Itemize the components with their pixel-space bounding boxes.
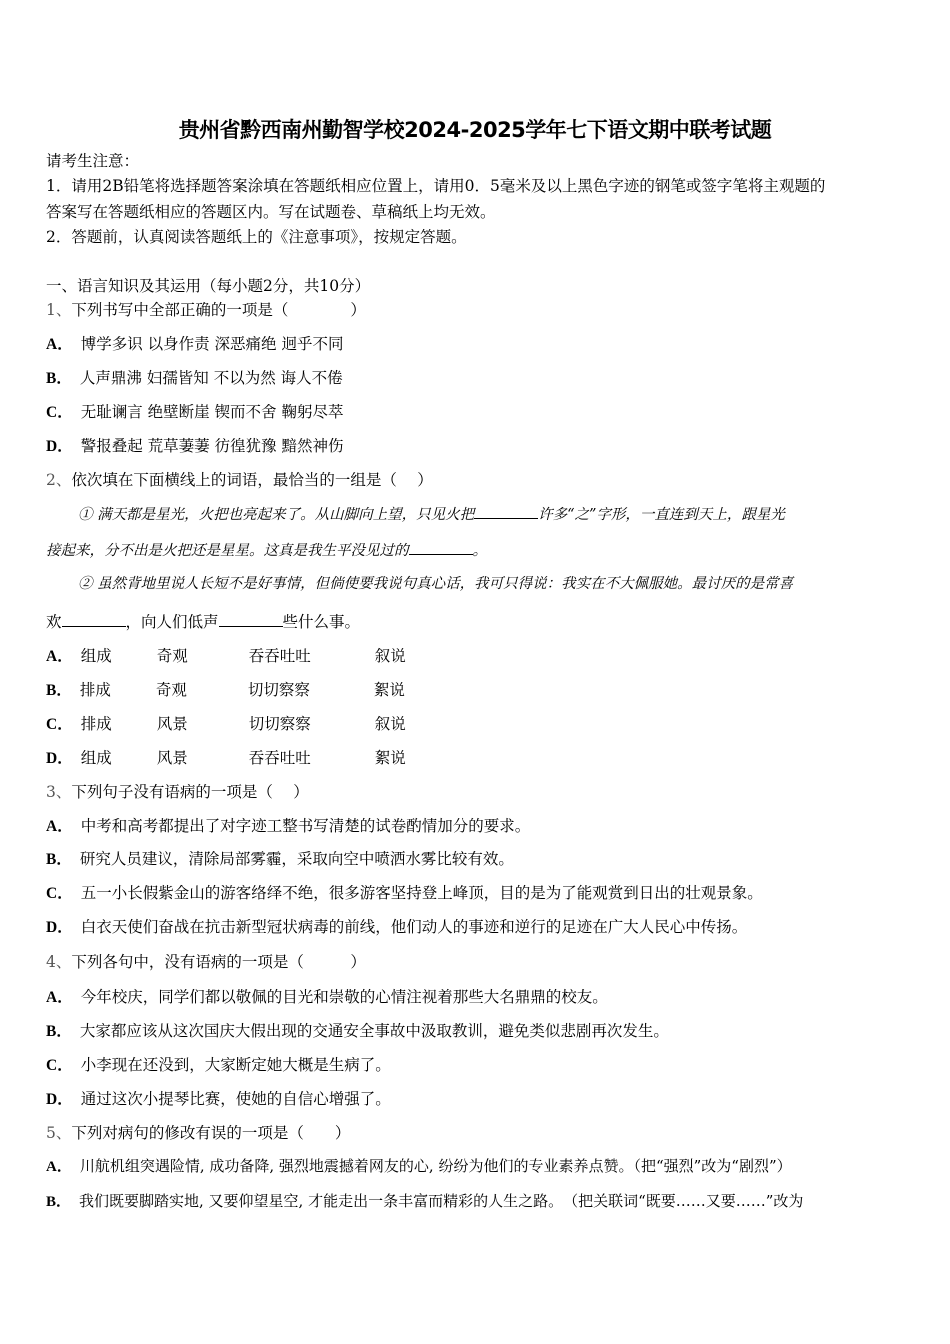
passage-2-line: ② 虽然背地里说人长短不是好事情，但倘使要我说句真心话，我可只得说：我实在不大佩服她。最讨厌的是常喜 [78,576,794,592]
option-a: A． 今年校庆，同学们都以敬佩的目光和崇敬的心情注视着那些大名鼎鼎的校友。 [46,988,608,1006]
option-d: D． 警报叠起 荒草萋萋 彷徨犹豫 黯然神伤 [46,437,344,455]
blank [219,612,283,627]
option-b: B． 大家都应该从这次国庆大假出现的交通安全事故中汲取教训，避免类似悲剧再次发生。 [46,1022,669,1040]
question-stem: 下列各句中，没有语病的一项是（ ） [71,953,366,971]
question-number: 4、 [46,953,72,971]
option-b: B． 研究人员建议，清除局部雾霾，采取向空中喷洒水雾比较有效。 [46,850,514,868]
option-a: A． 川航机组突遇险情, 成功备降, 强烈地震撼着网友的心, 纷纷为他们的专业素养点赞。（把“强烈”改为“剧烈”） [46,1157,792,1175]
passage-2-line: 欢 ，向人们低声 些什么事。 [46,613,361,631]
question-stem: 下列书写中全部正确的一项是（ ） [71,301,366,319]
question-stem: 下列对病句的修改有误的一项是（ ） [71,1124,351,1142]
option-c: C． 五一小长假紫金山的游客络绎不绝，很多游客坚持登上峰顶，目的是为了能观赏到日出的壮观景象。 [46,884,763,902]
option-c: C． 小李现在还没到，大家断定她大概是生病了。 [46,1056,391,1074]
question-stem: 依次填在下面横线上的词语，最恰当的一组是（ ） [71,471,433,489]
question-number: 5、 [46,1124,72,1142]
notice-line: 2．答题前，认真阅读答题纸上的《注意事项》，按规定答题。 [46,228,467,246]
blank [62,612,126,627]
question-5 [46,1123,350,1143]
option-d: D． 组成 风景 吞吞吐吐 絮说 [46,749,406,767]
option-a: A． 中考和高考都提出了对字迹工整书写清楚的试卷酌情加分的要求。 [46,817,531,835]
option-d: D． 通过这次小提琴比赛，使她的自信心增强了。 [46,1090,391,1108]
blank [409,540,473,555]
notice-line: 1．请用2B铅笔将选择题答案涂填在答题纸相应位置上，请用0．5毫米及以上黑色字迹的钢笔或签字笔将主观题的 [46,177,826,195]
question-number: 3、 [46,783,72,801]
option-a: A． 博学多识 以身作责 深恶痛绝 迥乎不同 [46,335,344,353]
question-number: 2、 [46,471,72,489]
option-b: B． 排成 奇观 切切察察 絮说 [46,681,405,699]
option-b: B． 人声鼎沸 妇孺皆知 不以为然 诲人不倦 [46,369,343,387]
option-c: C． 排成 风景 切切察察 叙说 [46,715,406,733]
page-title: 贵州省黔西南州勤智学校2024-2025学年七下语文期中联考试题 [178,118,772,142]
question-3 [46,782,309,802]
notice-heading: 请考生注意： [46,152,140,170]
question-1 [46,300,366,320]
option-b: B． 我们既要脚踏实地, 又要仰望星空, 才能走出一条丰富而精彩的人生之路。 （把关联词“既要……又要……”改为 [46,1192,804,1210]
option-a: A． 组成 奇观 吞吞吐吐 叙说 [46,647,406,665]
question-number: 1、 [46,301,72,319]
passage-1-line: 接起来，分不出是火把还是星星。这真是我生平没见过的 。 [46,540,487,561]
section-heading: 一、语言知识及其运用（每小题2分，共10分） [46,277,371,295]
option-d: D． 白衣天使们奋战在抗击新型冠状病毒的前线，他们动人的事迹和逆行的足迹在广大人民心中传扬。 [46,918,748,936]
question-stem: 下列句子没有语病的一项是（ ） [71,783,309,801]
blank [474,504,538,519]
passage-1-line: ① 满天都是星光，火把也亮起来了。从山脚向上望，只见火把 许多“之”字形，一直连到天上，跟星光 [78,504,785,525]
question-4 [46,952,366,972]
option-c: C． 无耻谰言 绝壁断崖 锲而不舍 鞠躬尽萃 [46,403,344,421]
question-2 [46,470,433,490]
notice-line: 答案写在答题纸相应的答题区内。写在试题卷、草稿纸上均无效。 [46,203,496,221]
